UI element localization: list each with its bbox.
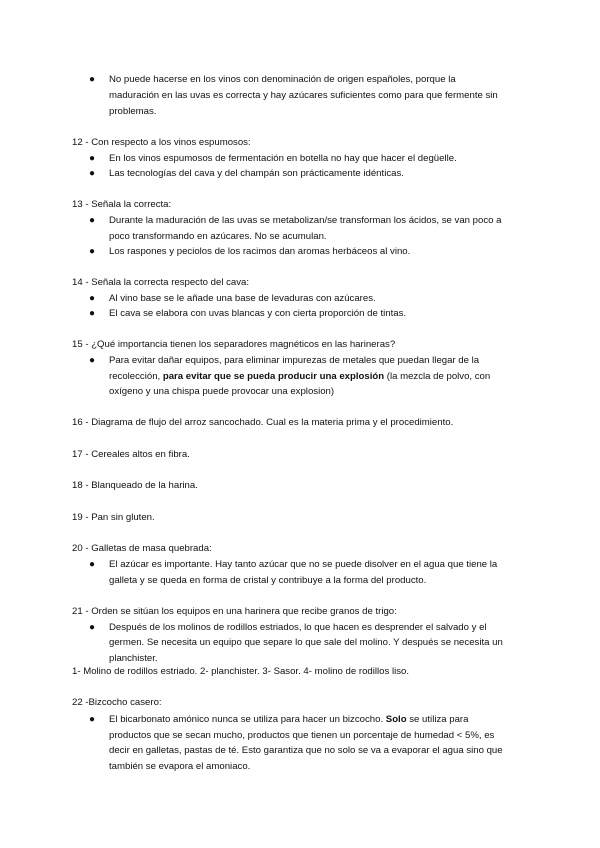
question-22-bullet-line-2: productos que se secan mucho, productos que tienen un porcentaje de humedad < 5%, es — [109, 730, 495, 741]
question-19-heading: 19 - Pan sin gluten. — [72, 512, 155, 523]
bold-text: para evitar que se pueda producir una explosión — [162, 371, 385, 382]
question-16-heading: 16 - Diagrama de flujo del arroz sancochado. Cual es la materia prima y el procedimiento. — [72, 417, 454, 428]
question-22-bullet-line-1 — [109, 712, 468, 728]
question-15-bullet-line-1: Para evitar dañar equipos, para eliminar impurezas de metales que puedan llegar de la — [109, 355, 480, 366]
bullet-icon: ● — [89, 168, 96, 179]
question-18-heading: 18 - Blanqueado de la harina. — [72, 480, 198, 491]
question-14-bullet-2: El cava se elabora con uvas blancas y con cierta proporción de tintas. — [109, 308, 407, 319]
text-segment: recolección, — [109, 371, 163, 382]
question-13-bullet-2: Los raspones y peciolos de los racimos dan aromas herbáceos al vino. — [109, 246, 411, 257]
question-22-bullet-line-4: también se evapora el amoniaco. — [109, 761, 251, 772]
question-12-heading: 12 - Con respecto a los vinos espumosos: — [72, 137, 251, 148]
question-13-bullet-1-line-2: poco transformando en azúcares. No se acumulan. — [109, 231, 327, 242]
question-22-bullet-line-3: decir en galletas, pastas de té. Esto garantiza que no solo se va a evaporar el agua sino que — [109, 745, 503, 756]
bullet-icon: ● — [89, 293, 96, 304]
question-21-bullet-line-2: germen. Se necesita un equipo que separe lo que sale del molino. Y después se necesita un — [109, 637, 503, 648]
bullet-icon: ● — [89, 559, 96, 570]
bold-text: Solo — [385, 714, 407, 725]
question-21-bullet-line-3: planchister. — [109, 653, 158, 664]
question-15-bullet-line-3: oxígeno y una chispa puede provocar una explosion) — [109, 386, 335, 397]
bullet-icon: ● — [89, 74, 96, 85]
question-22-heading: 22 -Bizcocho casero: — [72, 697, 162, 708]
bullet-icon: ● — [89, 622, 96, 633]
bullet-icon: ● — [89, 355, 96, 366]
question-12-bullet-1: En los vinos espumosos de fermentación en botella no hay que hacer el degüelle. — [109, 153, 457, 164]
question-12-bullet-2: Las tecnologías del cava y del champán son prácticamente idénticas. — [109, 168, 404, 179]
bullet-icon: ● — [89, 153, 96, 164]
intro-line-1: No puede hacerse en los vinos con denominación de origen españoles, porque la — [109, 74, 456, 85]
text-segment: (la mezcla de polvo, con — [384, 371, 491, 382]
question-20-heading: 20 - Galletas de masa quebrada: — [72, 543, 212, 554]
question-13-bullet-1-line-1: Durante la maduración de las uvas se metabolizan/se transforman los ácidos, se van poco a — [109, 215, 502, 226]
bullet-icon: ● — [89, 308, 96, 319]
question-15-bullet-line-2 — [109, 369, 490, 385]
question-15-heading: 15 - ¿Qué importancia tienen los separadores magnéticos en las harineras? — [72, 339, 396, 350]
question-14-heading: 14 - Señala la correcta respecto del cava: — [72, 277, 250, 288]
question-14-bullet-1: Al vino base se le añade una base de levaduras con azúcares. — [109, 293, 376, 304]
question-17-heading: 17 - Cereales altos en fibra. — [72, 449, 190, 460]
intro-line-2: maduración en las uvas es correcta y hay azúcares suficientes como para que fermente sin — [109, 90, 498, 101]
text-segment: El bicarbonato amónico nunca se utiliza para hacer un bizcocho. — [109, 714, 386, 725]
question-21-order: 1- Molino de rodillos estriado. 2- planchister. 3- Sasor. 4- molino de rodillos liso. — [72, 666, 410, 677]
bullet-icon: ● — [89, 215, 96, 226]
question-20-bullet-line-1: El azúcar es importante. Hay tanto azúcar que no se puede disolver en el agua que tiene la — [109, 559, 498, 570]
question-21-bullet-line-1: Después de los molinos de rodillos estriados, lo que hacen es desprender el salvado y el — [109, 622, 487, 633]
question-21-heading: 21 - Orden se sitúan los equipos en una harinera que recibe granos de trigo: — [72, 606, 397, 617]
question-13-heading: 13 - Señala la correcta: — [72, 199, 172, 210]
bullet-icon: ● — [89, 246, 96, 257]
intro-line-3: problemas. — [109, 106, 157, 117]
bullet-icon: ● — [89, 714, 96, 725]
text-segment: se utiliza para — [406, 714, 469, 725]
question-20-bullet-line-2: galleta y se queda en forma de cristal y contribuye a la forma del producto. — [109, 575, 427, 586]
